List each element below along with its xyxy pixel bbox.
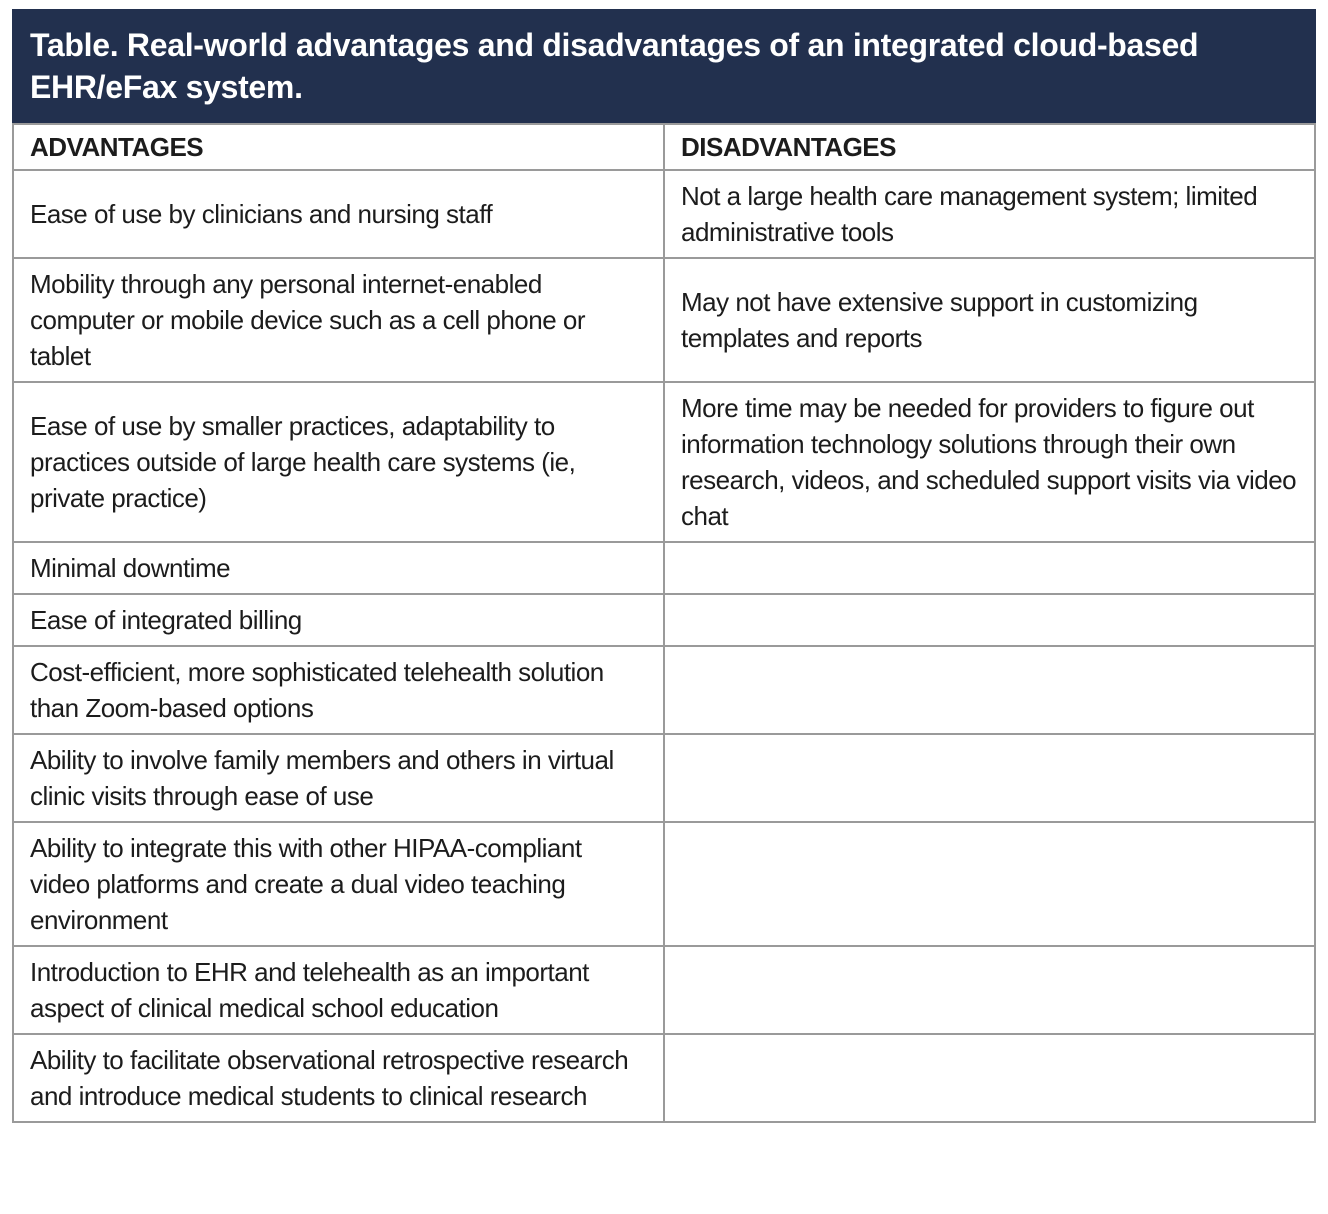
disadvantage-cell: More time may be needed for providers to figure out information technology solutions through their own research, videos, and scheduled support visits via video chat [664, 382, 1315, 542]
table-body [13, 170, 1315, 1122]
table-row [13, 734, 1315, 822]
comparison-table [12, 123, 1316, 1123]
advantage-cell: Minimal downtime [13, 542, 664, 594]
disadvantage-cell [664, 646, 1315, 734]
table-row [13, 822, 1315, 946]
disadvantages-column-header: DISADVANTAGES [664, 124, 1315, 170]
advantage-cell: Ease of use by smaller practices, adaptability to practices outside of large health care systems (ie, private practice) [13, 382, 664, 542]
advantage-cell: Mobility through any personal internet-enabled computer or mobile device such as a cell phone or tablet [13, 258, 664, 382]
disadvantage-cell: May not have extensive support in customizing templates and reports [664, 258, 1315, 382]
table-row [13, 170, 1315, 258]
header-row [13, 124, 1315, 170]
advantage-cell: Ability to integrate this with other HIPAA-compliant video platforms and create a dual video teaching environment [13, 822, 664, 946]
advantage-cell: Ease of integrated billing [13, 594, 664, 646]
table-row [13, 946, 1315, 1034]
advantage-cell: Ability to involve family members and others in virtual clinic visits through ease of use [13, 734, 664, 822]
disadvantage-cell [664, 1034, 1315, 1122]
advantage-cell: Ease of use by clinicians and nursing staff [13, 170, 664, 258]
table-row [13, 258, 1315, 382]
disadvantage-cell: Not a large health care management system; limited administrative tools [664, 170, 1315, 258]
table-row [13, 1034, 1315, 1122]
disadvantage-cell [664, 734, 1315, 822]
disadvantage-cell [664, 822, 1315, 946]
disadvantage-cell [664, 946, 1315, 1034]
table-row [13, 594, 1315, 646]
advantage-cell: Ability to facilitate observational retrospective research and introduce medical students to clinical research [13, 1034, 664, 1122]
table-title: Table. Real-world advantages and disadvantages of an integrated cloud-based EHR/eFax system. [12, 9, 1316, 123]
advantage-cell: Introduction to EHR and telehealth as an important aspect of clinical medical school education [13, 946, 664, 1034]
advantage-cell: Cost-efficient, more sophisticated telehealth solution than Zoom-based options [13, 646, 664, 734]
table-row [13, 382, 1315, 542]
advantages-column-header: ADVANTAGES [13, 124, 664, 170]
table-row [13, 542, 1315, 594]
disadvantage-cell [664, 542, 1315, 594]
disadvantage-cell [664, 594, 1315, 646]
table-row [13, 646, 1315, 734]
